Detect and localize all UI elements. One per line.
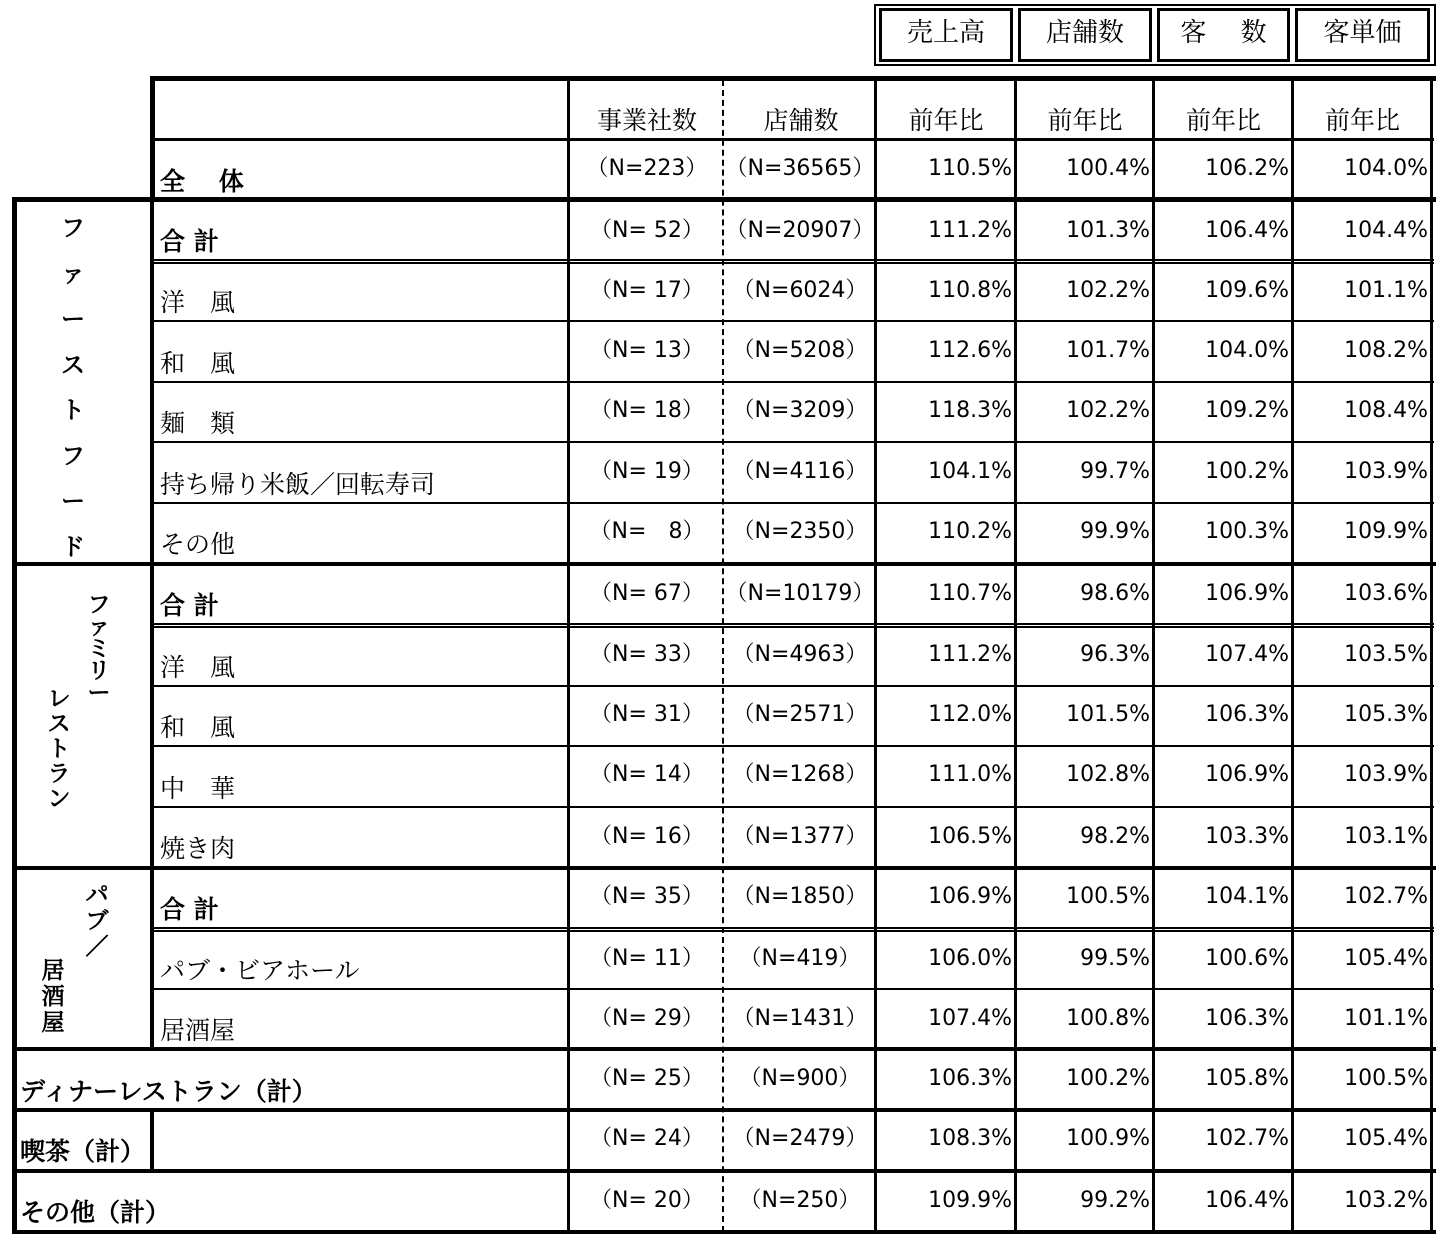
group-label-char: リ bbox=[87, 658, 111, 684]
group-separator-line bbox=[12, 1108, 1436, 1112]
yoy-value: 100.2% bbox=[1205, 459, 1289, 484]
yoy-value: 110.8% bbox=[928, 278, 1012, 303]
store-count: （N=1377） bbox=[732, 824, 868, 849]
row-line bbox=[152, 626, 1434, 628]
group-separator-line bbox=[12, 562, 1436, 566]
store-count: （N=250） bbox=[739, 1188, 861, 1213]
store-count: （N=2350） bbox=[732, 519, 868, 544]
yoy-value: 105.4% bbox=[1344, 1126, 1428, 1151]
yoy-value: 104.0% bbox=[1344, 156, 1428, 181]
company-count: （N= 19） bbox=[590, 459, 704, 484]
store-count: （N=1431） bbox=[732, 1006, 868, 1031]
store-count: （N=6024） bbox=[732, 278, 868, 303]
company-count: （N= 16） bbox=[590, 824, 704, 849]
yoy-value: 108.2% bbox=[1344, 338, 1428, 363]
yoy-value: 100.8% bbox=[1066, 1006, 1150, 1031]
group-label-izakaya bbox=[38, 960, 68, 1038]
store-count: （N=4116） bbox=[732, 459, 868, 484]
yoy-value: 106.3% bbox=[1205, 1006, 1289, 1031]
group-label-char: ス bbox=[47, 711, 71, 737]
group-separator-line bbox=[12, 1047, 1436, 1051]
group-label-char: ブ bbox=[85, 908, 109, 934]
yoy-value: 106.3% bbox=[928, 1066, 1012, 1091]
column-line bbox=[1152, 78, 1155, 1233]
subheader-companies: 事業社数 bbox=[596, 106, 697, 135]
yoy-value: 105.3% bbox=[1344, 702, 1428, 727]
column-line bbox=[1291, 78, 1294, 1233]
group-label-char: ス bbox=[61, 350, 85, 379]
table-right-border bbox=[1430, 78, 1433, 1233]
top-header-label: 客 数 bbox=[1180, 18, 1267, 48]
group-label-char: レ bbox=[47, 686, 71, 712]
yoy-value: 100.5% bbox=[1344, 1066, 1428, 1091]
group-label-char: ァ bbox=[61, 259, 85, 288]
yoy-value: 101.7% bbox=[1066, 338, 1150, 363]
company-count: （N= 13） bbox=[590, 338, 704, 363]
yoy-value: 104.4% bbox=[1344, 218, 1428, 243]
yoy-value: 106.9% bbox=[1205, 762, 1289, 787]
group-label-char: ト bbox=[61, 396, 85, 424]
row-line bbox=[152, 502, 1434, 504]
row-line bbox=[152, 988, 1434, 990]
kissa-label-border bbox=[150, 1110, 154, 1172]
store-count: （N=1268） bbox=[732, 762, 868, 787]
group-label-char: フ bbox=[61, 214, 85, 242]
yoy-value: 104.0% bbox=[1205, 338, 1289, 363]
yoy-value: 100.6% bbox=[1205, 946, 1289, 971]
yoy-value: 103.9% bbox=[1344, 459, 1428, 484]
store-count: （N=900） bbox=[739, 1066, 861, 1091]
group-separator-line bbox=[12, 866, 1436, 870]
group-label-fastfood bbox=[58, 216, 88, 580]
table-bottom-border bbox=[12, 1230, 1436, 1234]
row-line bbox=[152, 745, 1434, 747]
yoy-value: 99.7% bbox=[1080, 459, 1150, 484]
column-line bbox=[1014, 78, 1017, 1233]
company-count: （N= 24） bbox=[590, 1126, 704, 1151]
yoy-value: 102.8% bbox=[1066, 762, 1150, 787]
yoy-value: 108.4% bbox=[1344, 398, 1428, 423]
yoy-value: 103.3% bbox=[1205, 824, 1289, 849]
company-count: （N= 29） bbox=[590, 1006, 704, 1031]
yoy-value: 98.6% bbox=[1080, 581, 1150, 606]
subheader-stores: 店舗数 bbox=[763, 106, 839, 135]
yoy-value: 100.2% bbox=[1066, 1066, 1150, 1091]
group-label-char: フ bbox=[61, 441, 85, 470]
subheader-bottom-line bbox=[150, 138, 1434, 141]
yoy-value: 109.6% bbox=[1205, 278, 1289, 303]
yoy-value: 96.3% bbox=[1080, 642, 1150, 667]
row-label: 中 華 bbox=[160, 774, 236, 803]
company-count: （N= 25） bbox=[590, 1066, 704, 1091]
store-count: （N=36565） bbox=[725, 156, 875, 181]
row-line bbox=[152, 930, 1434, 932]
row-line bbox=[152, 262, 1434, 264]
group-label-char: パ bbox=[85, 882, 109, 908]
store-count: （N=419） bbox=[739, 946, 861, 971]
row-label: 合 計 bbox=[160, 895, 219, 924]
store-count: （N=1850） bbox=[732, 884, 868, 909]
group-label-char: ド bbox=[61, 532, 85, 561]
yoy-value: 106.2% bbox=[1205, 156, 1289, 181]
group-left-border bbox=[12, 1048, 16, 1234]
yoy-value: 100.3% bbox=[1205, 519, 1289, 544]
yoy-value: 108.3% bbox=[928, 1126, 1012, 1151]
row-label: 洋 風 bbox=[160, 653, 236, 682]
yoy-value: 103.1% bbox=[1344, 824, 1428, 849]
yoy-value: 109.9% bbox=[928, 1188, 1012, 1213]
yoy-value: 101.1% bbox=[1344, 278, 1428, 303]
subheader-yoy: 前年比 bbox=[908, 106, 984, 135]
yoy-value: 104.1% bbox=[1205, 884, 1289, 909]
yoy-value: 102.2% bbox=[1066, 398, 1150, 423]
yoy-value: 105.4% bbox=[1344, 946, 1428, 971]
group-label-char: 屋 bbox=[41, 1010, 65, 1036]
row-line bbox=[152, 381, 1434, 383]
yoy-value: 102.7% bbox=[1205, 1126, 1289, 1151]
row-line bbox=[152, 927, 1434, 929]
company-count: （N= 8） bbox=[589, 519, 705, 544]
yoy-value: 99.2% bbox=[1080, 1188, 1150, 1213]
company-count: （N= 18） bbox=[590, 398, 704, 423]
yoy-value: 112.0% bbox=[928, 702, 1012, 727]
group-label-char: ン bbox=[47, 786, 71, 812]
store-count: （N=4963） bbox=[732, 642, 868, 667]
row-label: 居酒屋 bbox=[160, 1016, 236, 1045]
yoy-value: 106.9% bbox=[928, 884, 1012, 909]
row-label: 持ち帰り米飯／回転寿司 bbox=[160, 470, 436, 499]
yoy-value: 103.9% bbox=[1344, 762, 1428, 787]
company-count: （N= 35） bbox=[590, 884, 704, 909]
yoy-value: 100.4% bbox=[1066, 156, 1150, 181]
row-line bbox=[12, 197, 1436, 202]
row-label: その他（計） bbox=[20, 1198, 171, 1227]
company-count: （N= 20） bbox=[590, 1188, 704, 1213]
yoy-value: 106.0% bbox=[928, 946, 1012, 971]
yoy-value: 110.7% bbox=[928, 581, 1012, 606]
company-count: （N= 11） bbox=[590, 946, 704, 971]
yoy-value: 110.5% bbox=[928, 156, 1012, 181]
subheader-yoy: 前年比 bbox=[1185, 106, 1261, 135]
company-count: （N= 17） bbox=[590, 278, 704, 303]
row-label: 洋 風 bbox=[160, 288, 236, 317]
store-count: （N=2479） bbox=[732, 1126, 868, 1151]
yoy-value: 102.7% bbox=[1344, 884, 1428, 909]
yoy-value: 101.1% bbox=[1344, 1006, 1428, 1031]
store-count: （N=3209） bbox=[732, 398, 868, 423]
yoy-value: 111.2% bbox=[928, 642, 1012, 667]
row-label: 和 風 bbox=[160, 349, 236, 378]
yoy-value: 106.3% bbox=[1205, 702, 1289, 727]
yoy-value: 103.2% bbox=[1344, 1188, 1428, 1213]
row-label: 和 風 bbox=[160, 713, 236, 742]
yoy-value: 103.6% bbox=[1344, 581, 1428, 606]
yoy-value: 110.2% bbox=[928, 519, 1012, 544]
row-line bbox=[152, 441, 1434, 443]
group-separator-line bbox=[12, 1169, 1436, 1173]
group-label-char: ー bbox=[61, 487, 85, 515]
group-label-family bbox=[84, 594, 114, 704]
yoy-value: 103.5% bbox=[1344, 642, 1428, 667]
table-top-border bbox=[150, 76, 1436, 81]
top-header-label: 店舗数 bbox=[1045, 18, 1124, 48]
row-label: ディナーレストラン（計） bbox=[20, 1077, 317, 1106]
row-label: 喫茶（計） bbox=[20, 1137, 146, 1166]
yoy-value: 100.9% bbox=[1066, 1126, 1150, 1151]
yoy-value: 98.2% bbox=[1080, 824, 1150, 849]
group-label-char: ミ bbox=[87, 636, 111, 662]
row-line bbox=[152, 623, 1434, 625]
yoy-value: 107.4% bbox=[928, 1006, 1012, 1031]
subheader-yoy: 前年比 bbox=[1324, 106, 1400, 135]
row-line bbox=[152, 320, 1434, 322]
store-count: （N=10179） bbox=[725, 581, 875, 606]
group-label-pub bbox=[82, 884, 112, 962]
group-label-char: ー bbox=[61, 305, 85, 333]
company-count: （N= 67） bbox=[590, 581, 704, 606]
yoy-value: 104.1% bbox=[928, 459, 1012, 484]
store-count: （N=5208） bbox=[732, 338, 868, 363]
row-line bbox=[152, 685, 1434, 687]
yoy-value: 118.3% bbox=[928, 398, 1012, 423]
subheader-yoy: 前年比 bbox=[1047, 106, 1123, 135]
group-label-char: 酒 bbox=[41, 984, 65, 1010]
company-count: （N= 14） bbox=[590, 762, 704, 787]
row-label: 合 計 bbox=[160, 591, 219, 620]
row-label: パブ・ビアホール bbox=[160, 956, 360, 985]
yoy-value: 106.9% bbox=[1205, 581, 1289, 606]
row-label: 麺 類 bbox=[160, 409, 236, 438]
yoy-value: 111.0% bbox=[928, 762, 1012, 787]
group-label-char: フ bbox=[87, 592, 111, 618]
yoy-value: 109.2% bbox=[1205, 398, 1289, 423]
top-header-label: 客単価 bbox=[1323, 18, 1402, 48]
row-label: 合 計 bbox=[160, 227, 219, 256]
yoy-value: 111.2% bbox=[928, 218, 1012, 243]
group-label-char: ／ bbox=[85, 934, 109, 960]
top-header-label: 売上高 bbox=[906, 18, 985, 48]
company-count: （N= 33） bbox=[590, 642, 704, 667]
yoy-value: 107.4% bbox=[1205, 642, 1289, 667]
group-label-char: ト bbox=[47, 736, 71, 762]
company-count: （N= 31） bbox=[590, 702, 704, 727]
row-label: 焼き肉 bbox=[160, 834, 236, 863]
group-label-char: ー bbox=[87, 680, 111, 706]
yoy-value: 106.4% bbox=[1205, 218, 1289, 243]
yoy-value: 106.4% bbox=[1205, 1188, 1289, 1213]
row-line bbox=[152, 806, 1434, 808]
yoy-value: 101.3% bbox=[1066, 218, 1150, 243]
group-label-char: 居 bbox=[41, 958, 65, 984]
company-count: （N=223） bbox=[586, 156, 708, 181]
group-label-restaurant bbox=[44, 688, 74, 813]
yoy-value: 105.8% bbox=[1205, 1066, 1289, 1091]
yoy-value: 100.5% bbox=[1066, 884, 1150, 909]
store-count: （N=20907） bbox=[725, 218, 875, 243]
yoy-value: 99.9% bbox=[1080, 519, 1150, 544]
store-count: （N=2571） bbox=[732, 702, 868, 727]
company-count: （N= 52） bbox=[590, 218, 704, 243]
row-line bbox=[152, 259, 1434, 261]
yoy-value: 109.9% bbox=[1344, 519, 1428, 544]
group-label-char: ァ bbox=[87, 614, 111, 640]
yoy-value: 99.5% bbox=[1080, 946, 1150, 971]
row-label: その他 bbox=[160, 530, 236, 559]
yoy-value: 101.5% bbox=[1066, 702, 1150, 727]
group-label-char: ラ bbox=[47, 761, 71, 787]
yoy-value: 112.6% bbox=[928, 338, 1012, 363]
row-label: 全 体 bbox=[160, 167, 244, 196]
yoy-value: 102.2% bbox=[1066, 278, 1150, 303]
yoy-value: 106.5% bbox=[928, 824, 1012, 849]
